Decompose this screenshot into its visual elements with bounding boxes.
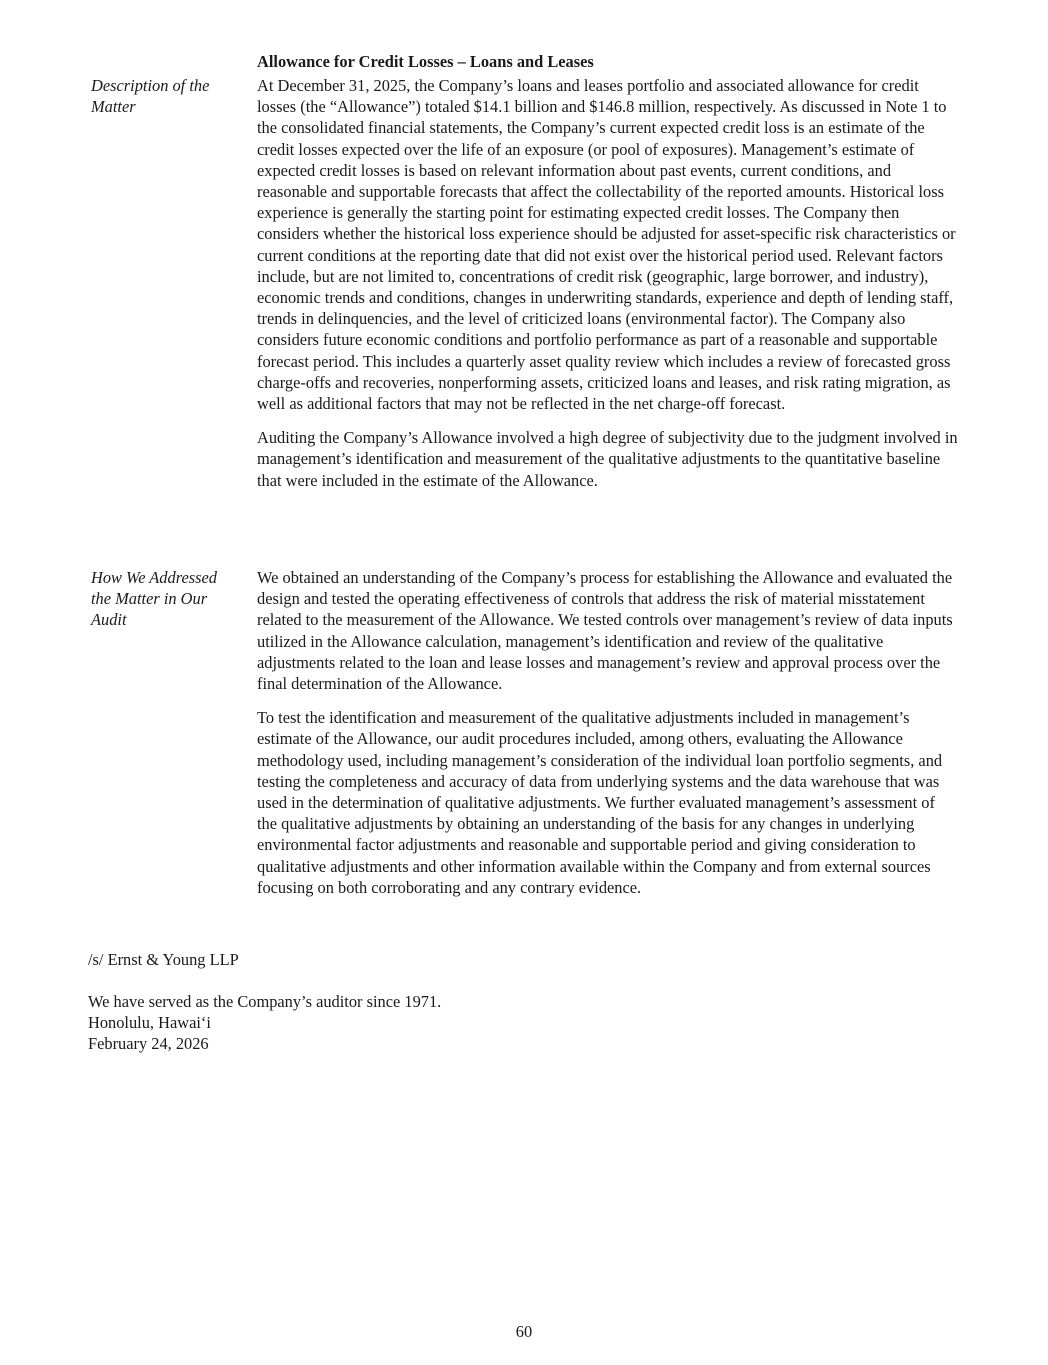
- date-text: February 24, 2026: [88, 1034, 209, 1054]
- auditor-signature: /s/ Ernst & Young LLP: [88, 950, 239, 969]
- addressed-body: [257, 567, 959, 911]
- page-number: 60: [515, 1322, 533, 1341]
- description-paragraph-1: At December 31, 2025, the Company’s loans and leases portfolio and associated allowance for credit losses (the “Allowance”) totaled $14.1 billion and $146.8 million, respectively. As discussed in Note 1 to the consolidated financial statements, the Company’s current expected credit loss is an estimate of the credit losses expected over the life of an exposure (or pool of exposures). Management’s estimate of expected credit losses is based on relevant information about past events, current conditions, and reasonable and supportable forecasts that affect the collectability of the reported amounts. Historical loss experience is generally the starting point for estimating expected credit losses. The Company then considers whether the historical loss experience should be adjusted for asset-specific risk characteristics or current conditions at the reporting date that did not exist over the historical period used. Relevant factors include, but are not limited to, concentrations of credit risk (geographic, large borrower, and industry), economic trends and conditions, changes in underwriting standards, experience and depth of lending staff, trends in delinquencies, and the level of criticized loans (environmental factor). The Company also considers future economic conditions and portfolio performance as part of a reasonable and supportable forecast period. This includes a quarterly asset quality review which includes a review of forecasted gross charge-offs and recoveries, nonperforming assets, criticized loans and leases, and risk rating migration, as well as additional factors that may not be reflected in the net charge-off forecast.: [257, 76, 956, 414]
- addressed-label: How We Addressed the Matter in Our Audit: [91, 568, 217, 630]
- description-body: [257, 75, 959, 504]
- addressed-paragraph-2: To test the identification and measurement of the qualitative adjustments included in management’s estimate of the Allowance, our audit procedures included, among others, evaluating the Allowance methodology used, including management’s consideration of the individual loan portfolio segments, and testing the completeness and accuracy of data from underlying systems and the data warehouse that was used in the determination of qualitative adjustments. We further evaluated management’s assessment of the qualitative adjustments by obtaining an understanding of the basis for any changes in underlying environmental factor adjustments and reasonable and supportable period and giving consideration to qualitative adjustments and other information available within the Company and from external sources focusing on both corroborating and any contrary evidence.: [257, 708, 943, 897]
- auditor-since-text: We have served as the Company’s auditor since 1971.: [88, 992, 442, 1011]
- description-label: Description of the Matter: [91, 76, 210, 117]
- addressed-paragraph-1: We obtained an understanding of the Company’s process for establishing the Allowance and evaluated the design and tested the operating effectiveness of controls that address the risk of material misstatement related to the measurement of the Allowance. We tested controls over management’s review of data inputs utilized in the Allowance calculation, management’s identification and review of the qualitative adjustments related to the loan and lease losses and management’s review and approval process over the final determination of the Allowance.: [257, 568, 953, 694]
- location-text: Honolulu, Hawaiʻi: [88, 1013, 211, 1033]
- description-paragraph-2: Auditing the Company’s Allowance involved a high degree of subjectivity due to the judgment involved in management’s identification and measurement of the qualitative adjustments to the quantitative baseline that were included in the estimate of the Allowance.: [257, 428, 958, 490]
- closing-block: [88, 991, 441, 1055]
- section-title: Allowance for Credit Losses – Loans and Leases: [257, 52, 594, 71]
